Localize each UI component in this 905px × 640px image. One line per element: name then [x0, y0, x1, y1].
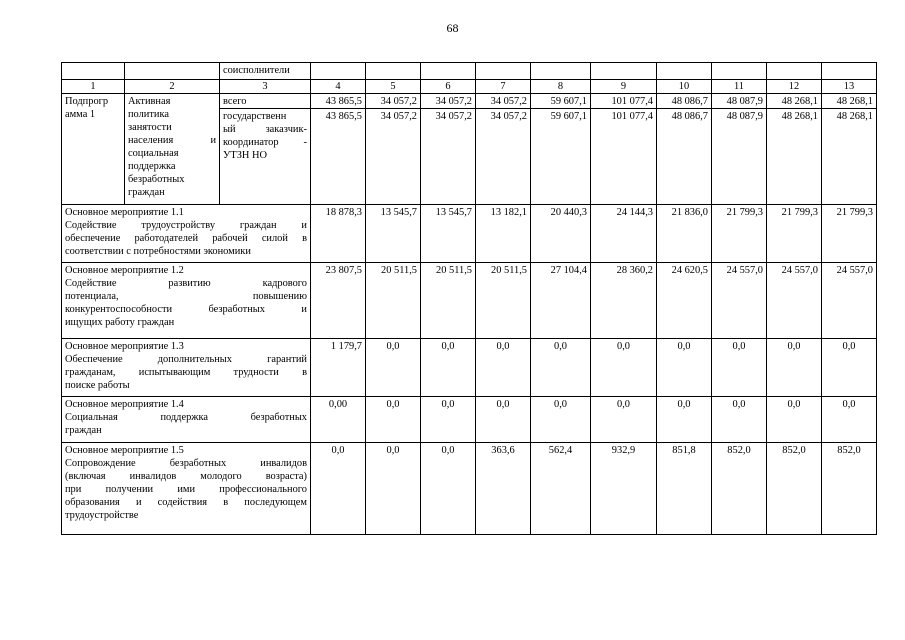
column-number: 3 [220, 80, 311, 94]
measure-label: Основное мероприятие 1.1 [65, 207, 184, 218]
measure-description [62, 263, 311, 339]
value-cell: 48 086,7 [657, 94, 712, 109]
value-cell: 13 182,1 [476, 205, 531, 263]
column-number: 8 [531, 80, 591, 94]
budget-table [61, 62, 877, 535]
value-cell: 20 511,5 [421, 263, 476, 339]
column-number: 11 [712, 80, 767, 94]
value-cell: 34 057,2 [366, 94, 421, 109]
value-cell: 0,0 [767, 339, 822, 397]
value-cell: 20 440,3 [531, 205, 591, 263]
value-cell: 0,0 [476, 339, 531, 397]
value-cell: 48 268,1 [822, 94, 877, 109]
measure-text-line: (включая инвалидов молодого возраста) [65, 471, 307, 482]
value-cell: 562,4 [531, 443, 591, 535]
value-cell: 24 144,3 [591, 205, 657, 263]
column-number: 13 [822, 80, 877, 94]
header-col3: соисполнители [220, 63, 311, 80]
value-cell: 852,0 [822, 443, 877, 535]
measure-description [62, 397, 311, 443]
value-cell: 18 878,3 [311, 205, 366, 263]
column-number: 4 [311, 80, 366, 94]
value-cell: 0,0 [531, 339, 591, 397]
measure-row [62, 205, 877, 263]
column-number: 6 [421, 80, 476, 94]
measure-text-line: трудоустройстве [65, 510, 139, 521]
measure-text-line: обеспечение работодателей рабочей силой в [65, 233, 307, 244]
measure-row [62, 397, 877, 443]
value-cell: 59 607,1 [531, 109, 591, 205]
value-cell: 0,0 [531, 397, 591, 443]
value-cell: 0,0 [657, 397, 712, 443]
value-cell: 0,0 [366, 339, 421, 397]
column-number: 7 [476, 80, 531, 94]
value-cell: 0,0 [591, 339, 657, 397]
value-cell: 34 057,2 [366, 109, 421, 205]
measure-text-line: образования и содействия в последующем [65, 497, 307, 508]
column-number: 5 [366, 80, 421, 94]
measure-label: Основное мероприятие 1.2 [65, 265, 184, 276]
measure-label: Основное мероприятие 1.4 [65, 399, 184, 410]
value-cell: 20 511,5 [476, 263, 531, 339]
measure-label: Основное мероприятие 1.3 [65, 341, 184, 352]
value-cell: 24 557,0 [712, 263, 767, 339]
value-cell: 932,9 [591, 443, 657, 535]
value-cell: 34 057,2 [421, 94, 476, 109]
value-cell: 24 557,0 [822, 263, 877, 339]
value-cell: 59 607,1 [531, 94, 591, 109]
header-row [62, 63, 877, 80]
executor-cell: государственн ый заказчик- координатор - УТЗН НО [220, 109, 311, 205]
value-cell: 28 360,2 [591, 263, 657, 339]
value-cell: 20 511,5 [366, 263, 421, 339]
column-number: 10 [657, 80, 712, 94]
value-cell: 0,0 [476, 397, 531, 443]
measure-row [62, 339, 877, 397]
subprogram-name: Подпрогр амма 1 [62, 94, 125, 205]
measure-description [62, 339, 311, 397]
value-cell: 0,0 [421, 443, 476, 535]
value-cell: 13 545,7 [421, 205, 476, 263]
value-cell: 34 057,2 [476, 94, 531, 109]
measure-text-line: поиске работы [65, 380, 130, 391]
measure-text-line: Обеспечение дополнительных гарантий [65, 354, 307, 365]
value-cell: 34 057,2 [421, 109, 476, 205]
value-cell: 48 087,9 [712, 109, 767, 205]
value-cell: 21 799,3 [712, 205, 767, 263]
column-numbers-row [62, 80, 877, 94]
page-number: 68 [446, 21, 459, 35]
measure-text-line: потенциала, повышению [65, 291, 307, 302]
value-cell: 21 836,0 [657, 205, 712, 263]
column-number: 2 [125, 80, 220, 94]
value-cell: 851,8 [657, 443, 712, 535]
value-cell: 34 057,2 [476, 109, 531, 205]
value-cell: 21 799,3 [822, 205, 877, 263]
subprogram-total-row [62, 94, 877, 109]
measure-text-line: ищущих работу граждан [65, 317, 175, 328]
value-cell: 0,0 [712, 339, 767, 397]
value-cell: 48 268,1 [767, 109, 822, 205]
value-cell: 13 545,7 [366, 205, 421, 263]
value-cell: 48 087,9 [712, 94, 767, 109]
value-cell: 43 865,5 [311, 109, 366, 205]
value-cell: 101 077,4 [591, 94, 657, 109]
measure-description [62, 205, 311, 263]
measure-text-line: граждан [65, 425, 102, 436]
measure-row [62, 443, 877, 535]
measure-text-line: при получении ими профессионального [65, 484, 307, 495]
measure-description [62, 443, 311, 535]
measure-text-line: Сопровождение безработных инвалидов [65, 458, 307, 469]
subprogram-title: Активная политика занятости населения и социальная поддержка безработных граждан [125, 94, 220, 205]
value-cell: 21 799,3 [767, 205, 822, 263]
value-cell: 0,0 [822, 339, 877, 397]
value-cell: 0,0 [591, 397, 657, 443]
value-cell: 43 865,5 [311, 94, 366, 109]
value-cell: 0,0 [421, 397, 476, 443]
value-cell: 0,0 [421, 339, 476, 397]
value-cell: 0,00 [311, 397, 366, 443]
measure-text-line: гражданам, испытывающим трудности в [65, 367, 307, 378]
measure-text-line: соответствии с потребностями экономики [65, 246, 251, 257]
value-cell: 48 268,1 [822, 109, 877, 205]
value-cell: 48 268,1 [767, 94, 822, 109]
measure-text-line: Содействие трудоустройству граждан и [65, 220, 307, 231]
measure-label: Основное мероприятие 1.5 [65, 445, 184, 456]
value-cell: 1 179,7 [311, 339, 366, 397]
value-cell: 0,0 [712, 397, 767, 443]
measure-text-line: Социальная поддержка безработных [65, 412, 307, 423]
value-cell: 0,0 [767, 397, 822, 443]
value-cell: 0,0 [657, 339, 712, 397]
value-cell: 363,6 [476, 443, 531, 535]
measure-text-line: конкурентоспособности безработных и [65, 304, 307, 315]
value-cell: 0,0 [366, 397, 421, 443]
value-cell: 24 620,5 [657, 263, 712, 339]
value-cell: 0,0 [311, 443, 366, 535]
value-cell: 852,0 [712, 443, 767, 535]
column-number: 9 [591, 80, 657, 94]
value-cell: 24 557,0 [767, 263, 822, 339]
value-cell: 0,0 [366, 443, 421, 535]
value-cell: 27 104,4 [531, 263, 591, 339]
value-cell: 0,0 [822, 397, 877, 443]
value-cell: 101 077,4 [591, 109, 657, 205]
value-cell: 48 086,7 [657, 109, 712, 205]
column-number: 12 [767, 80, 822, 94]
measure-text-line: Содействие развитию кадрового [65, 278, 307, 289]
column-number: 1 [62, 80, 125, 94]
executor-cell: всего [220, 94, 311, 109]
measure-row [62, 263, 877, 339]
value-cell: 852,0 [767, 443, 822, 535]
value-cell: 23 807,5 [311, 263, 366, 339]
